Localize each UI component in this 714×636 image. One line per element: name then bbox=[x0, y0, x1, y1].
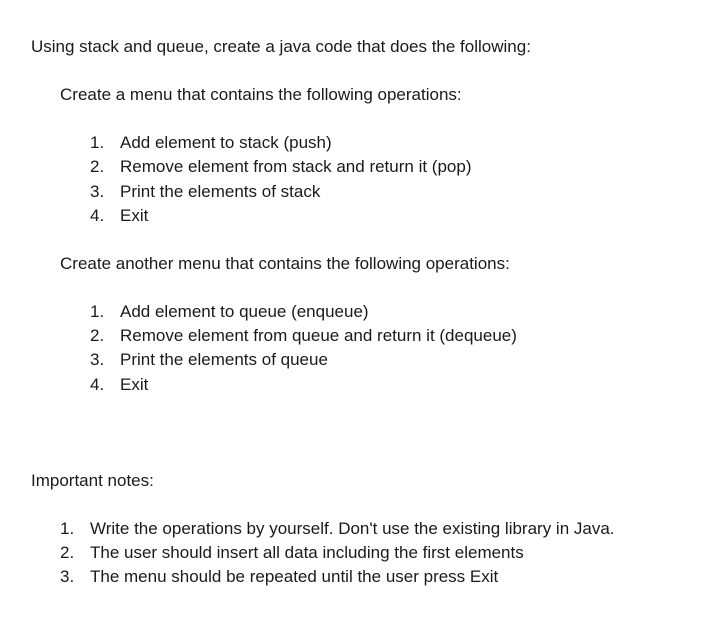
list-item-text: Add element to queue (enqueue) bbox=[120, 302, 369, 321]
list-item-text: Remove element from queue and return it (dequeue) bbox=[120, 326, 517, 345]
list-item-text: Exit bbox=[120, 375, 149, 394]
list-item-text: Print the elements of queue bbox=[120, 350, 328, 369]
list-number: 4. bbox=[90, 206, 105, 225]
list-item-text: The menu should be repeated until the user press Exit bbox=[90, 567, 499, 586]
list-number: 1. bbox=[60, 519, 75, 538]
notes-heading: Important notes: bbox=[31, 471, 154, 490]
intro-text: Using stack and queue, create a java code that does the following: bbox=[31, 37, 531, 56]
list-item-text: Exit bbox=[120, 206, 149, 225]
list-number: 3. bbox=[90, 182, 105, 201]
list-number: 3. bbox=[90, 350, 105, 369]
list-number: 1. bbox=[90, 133, 105, 152]
list-number: 2. bbox=[90, 326, 105, 345]
list-item-text: Add element to stack (push) bbox=[120, 133, 332, 152]
list-number: 1. bbox=[90, 302, 105, 321]
queue-menu-heading: Create another menu that contains the following operations: bbox=[60, 254, 510, 273]
list-number: 2. bbox=[60, 543, 75, 562]
list-number: 3. bbox=[60, 567, 75, 586]
list-item-text: Write the operations by yourself. Don't use the existing library in Java. bbox=[90, 519, 615, 538]
list-number: 4. bbox=[90, 375, 105, 394]
list-item-text: Remove element from stack and return it (pop) bbox=[120, 157, 472, 176]
stack-menu-heading: Create a menu that contains the following operations: bbox=[60, 85, 462, 104]
list-number: 2. bbox=[90, 157, 105, 176]
list-item-text: The user should insert all data including the first elements bbox=[90, 543, 524, 562]
list-item-text: Print the elements of stack bbox=[120, 182, 321, 201]
